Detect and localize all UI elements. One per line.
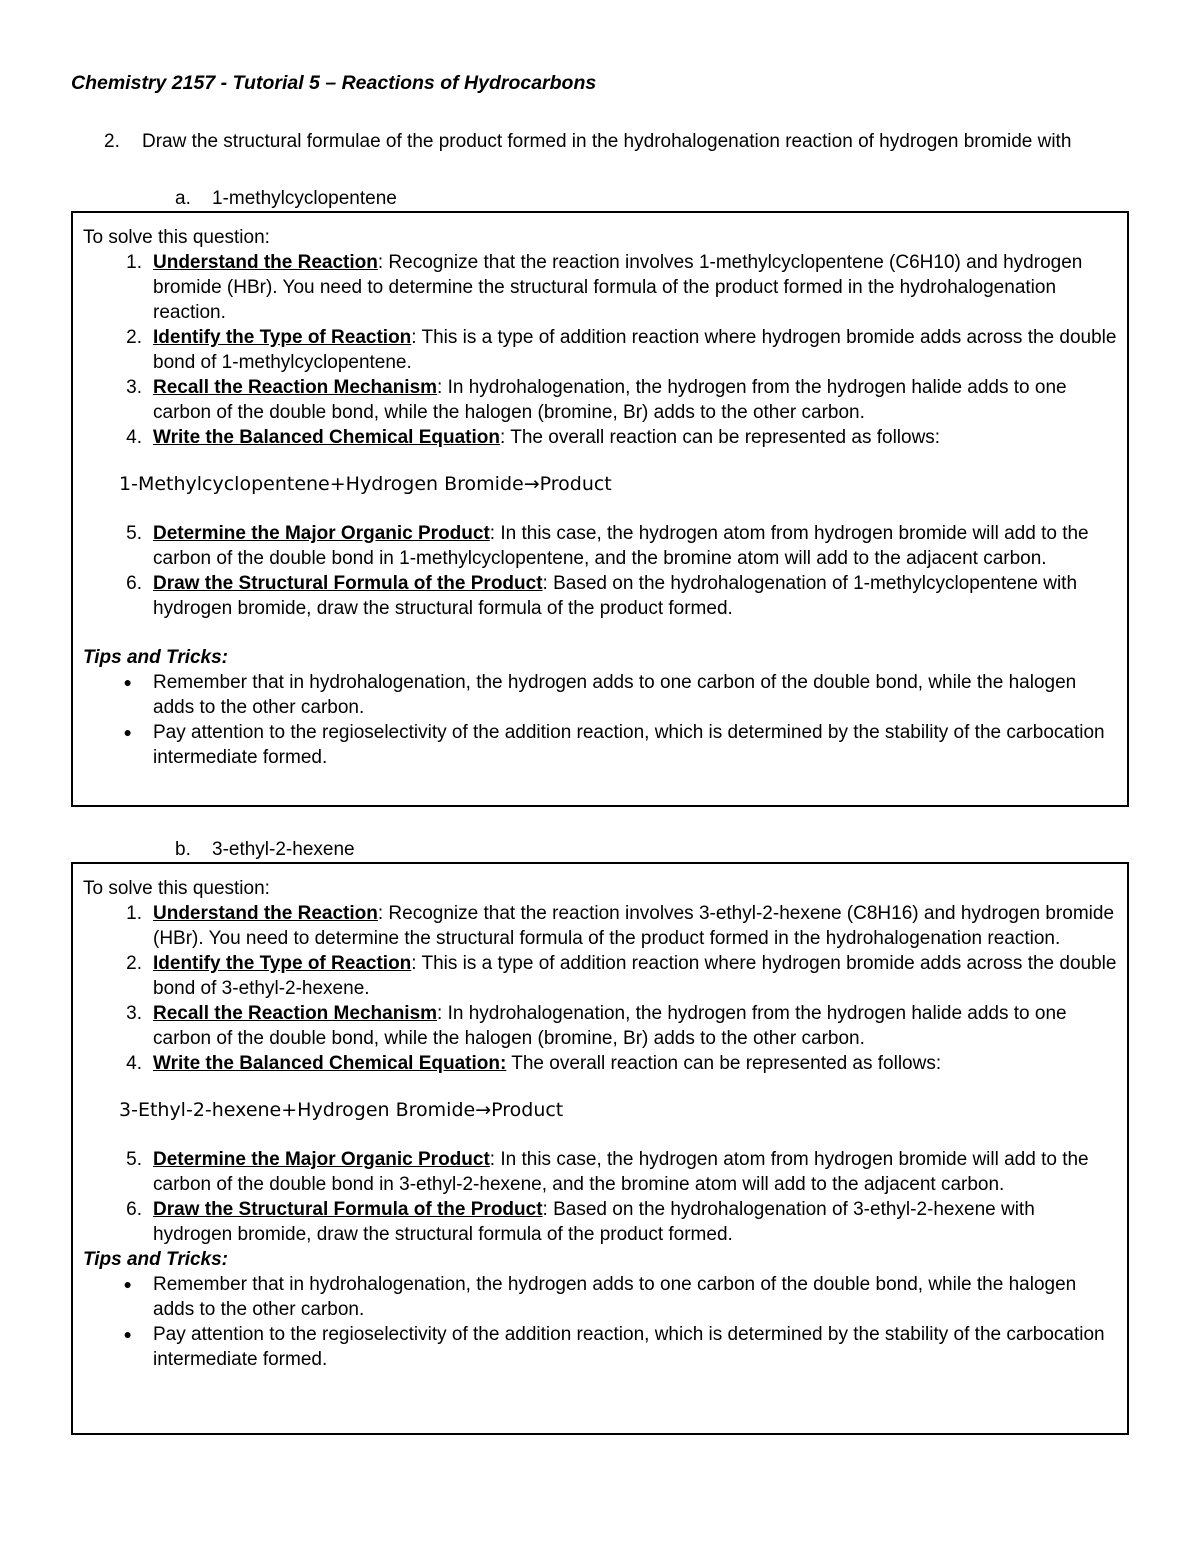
step-item — [83, 325, 1117, 375]
step-number: 1. — [126, 903, 142, 924]
step-text: : In hydrohalogenation, the hydrogen from the hydrogen halide adds to one carbon of the double bond, while the halogen (bromine, Br) adds to the other carbon. — [153, 1003, 1067, 1049]
bullet-icon: ● — [123, 1276, 132, 1292]
step-number: 5. — [126, 1149, 142, 1170]
step-item — [83, 571, 1117, 621]
step-heading: Understand the Reaction — [153, 903, 378, 924]
steps-list — [83, 250, 1117, 450]
step-item — [83, 1147, 1117, 1197]
step-number: 1. — [126, 252, 142, 273]
question-text: Draw the structural formulae of the product formed in the hydrohalogenation reaction of hydrogen bromide with — [142, 131, 1072, 152]
step-number: 3. — [126, 1003, 142, 1024]
step-heading: Determine the Major Organic Product — [153, 1149, 490, 1170]
step-number: 4. — [126, 1053, 142, 1074]
step-number: 5. — [126, 523, 142, 544]
step-heading: Understand the Reaction — [153, 252, 378, 273]
step-number: 2. — [126, 953, 142, 974]
step-item — [83, 1001, 1117, 1051]
step-item — [83, 951, 1117, 1001]
answer-box-a — [71, 211, 1129, 807]
step-text: : Recognize that the reaction involves 1-methylcyclopentene (C6H10) and hydrogen bromide (HBr). You need to determine the structural formula of the product formed in the hydrohalogenation reaction. — [153, 252, 1083, 323]
page-title: Chemistry 2157 - Tutorial 5 – Reactions of Hydrocarbons — [71, 72, 597, 94]
step-text: : This is a type of addition reaction where hydrogen bromide adds across the double bond of 1-methylcyclopentene. — [153, 327, 1117, 373]
part-compound: 3-ethyl-2-hexene — [212, 839, 355, 860]
step-item — [83, 425, 1117, 450]
reaction-equation: 3-Ethyl-2-hexene+Hydrogen Bromide→Product — [119, 1099, 564, 1121]
bullet-icon: ● — [123, 674, 132, 690]
step-heading: Write the Balanced Chemical Equation: — [153, 1053, 507, 1074]
tip-text: Remember that in hydrohalogenation, the hydrogen adds to one carbon of the double bond, while the halogen adds to the other carbon. — [153, 1274, 1077, 1320]
step-heading: Draw the Structural Formula of the Product — [153, 573, 543, 594]
step-item — [83, 250, 1117, 325]
tip-text: Pay attention to the regioselectivity of the addition reaction, which is determined by the stability of the carbocation intermediate formed. — [153, 722, 1105, 768]
step-item — [83, 901, 1117, 951]
reaction-equation: 1-Methylcyclopentene+Hydrogen Bromide→Product — [119, 473, 612, 495]
step-item — [83, 375, 1117, 425]
bullet-icon: ● — [123, 724, 132, 740]
tip-item — [83, 1272, 1117, 1322]
steps-list-continued — [83, 521, 1117, 621]
step-number: 2. — [126, 327, 142, 348]
part-label: a. — [175, 188, 191, 209]
step-text: : Based on the hydrohalogenation of 3-ethyl-2-hexene with hydrogen bromide, draw the structural formula of the product formed. — [153, 1199, 1035, 1245]
step-number: 6. — [126, 1199, 142, 1220]
tip-item — [83, 1322, 1117, 1372]
step-item — [83, 1197, 1117, 1247]
tips-heading: Tips and Tricks: — [83, 1249, 229, 1270]
step-item — [83, 1051, 1117, 1076]
step-text: : In this case, the hydrogen atom from hydrogen bromide will add to the carbon of the double bond in 1-methylcyclopentene, and the bromine atom will add to the adjacent carbon. — [153, 523, 1089, 569]
step-heading: Identify the Type of Reaction — [153, 327, 412, 348]
bullet-icon: ● — [123, 1326, 132, 1342]
step-heading: Recall the Reaction Mechanism — [153, 377, 438, 398]
step-text: : In hydrohalogenation, the hydrogen from the hydrogen halide adds to one carbon of the double bond, while the halogen (bromine, Br) adds to the other carbon. — [153, 377, 1067, 423]
tip-text: Pay attention to the regioselectivity of the addition reaction, which is determined by the stability of the carbocation intermediate formed. — [153, 1324, 1105, 1370]
step-heading: Identify the Type of Reaction — [153, 953, 412, 974]
steps-list — [83, 901, 1117, 1076]
tip-item — [83, 720, 1117, 770]
step-text: : The overall reaction can be represented as follows: — [500, 427, 941, 448]
step-text: The overall reaction can be represented as follows: — [506, 1053, 942, 1074]
step-number: 6. — [126, 573, 142, 594]
question-2 — [104, 129, 1104, 154]
step-text: : In this case, the hydrogen atom from hydrogen bromide will add to the carbon of the double bond in 3-ethyl-2-hexene, and the bromine atom will add to the adjacent carbon. — [153, 1149, 1089, 1195]
steps-list-continued — [83, 1147, 1117, 1247]
step-heading: Draw the Structural Formula of the Product — [153, 1199, 543, 1220]
step-text: : Based on the hydrohalogenation of 1-methylcyclopentene with hydrogen bromide, draw the structural formula of the product formed. — [153, 573, 1078, 619]
step-heading: Determine the Major Organic Product — [153, 523, 490, 544]
box-intro: To solve this question: — [83, 878, 270, 899]
part-compound: 1-methylcyclopentene — [212, 188, 397, 209]
tips-heading: Tips and Tricks: — [83, 647, 229, 668]
box-intro: To solve this question: — [83, 227, 270, 248]
answer-box-b — [71, 862, 1129, 1435]
step-number: 4. — [126, 427, 142, 448]
question-number: 2. — [104, 131, 120, 152]
part-b-heading — [175, 837, 355, 862]
tip-item — [83, 670, 1117, 720]
step-number: 3. — [126, 377, 142, 398]
step-heading: Write the Balanced Chemical Equation — [153, 427, 501, 448]
step-text: : This is a type of addition reaction where hydrogen bromide adds across the double bond of 3-ethyl-2-hexene. — [153, 953, 1117, 999]
step-heading: Recall the Reaction Mechanism — [153, 1003, 438, 1024]
tip-text: Remember that in hydrohalogenation, the hydrogen adds to one carbon of the double bond, while the halogen adds to the other carbon. — [153, 672, 1077, 718]
part-a-heading — [175, 186, 397, 211]
part-label: b. — [175, 839, 191, 860]
step-text: : Recognize that the reaction involves 3-ethyl-2-hexene (C8H16) and hydrogen bromide (HBr). You need to determine the structural formula of the product formed in the hydrohalogenation reaction. — [153, 903, 1115, 949]
step-item — [83, 521, 1117, 571]
